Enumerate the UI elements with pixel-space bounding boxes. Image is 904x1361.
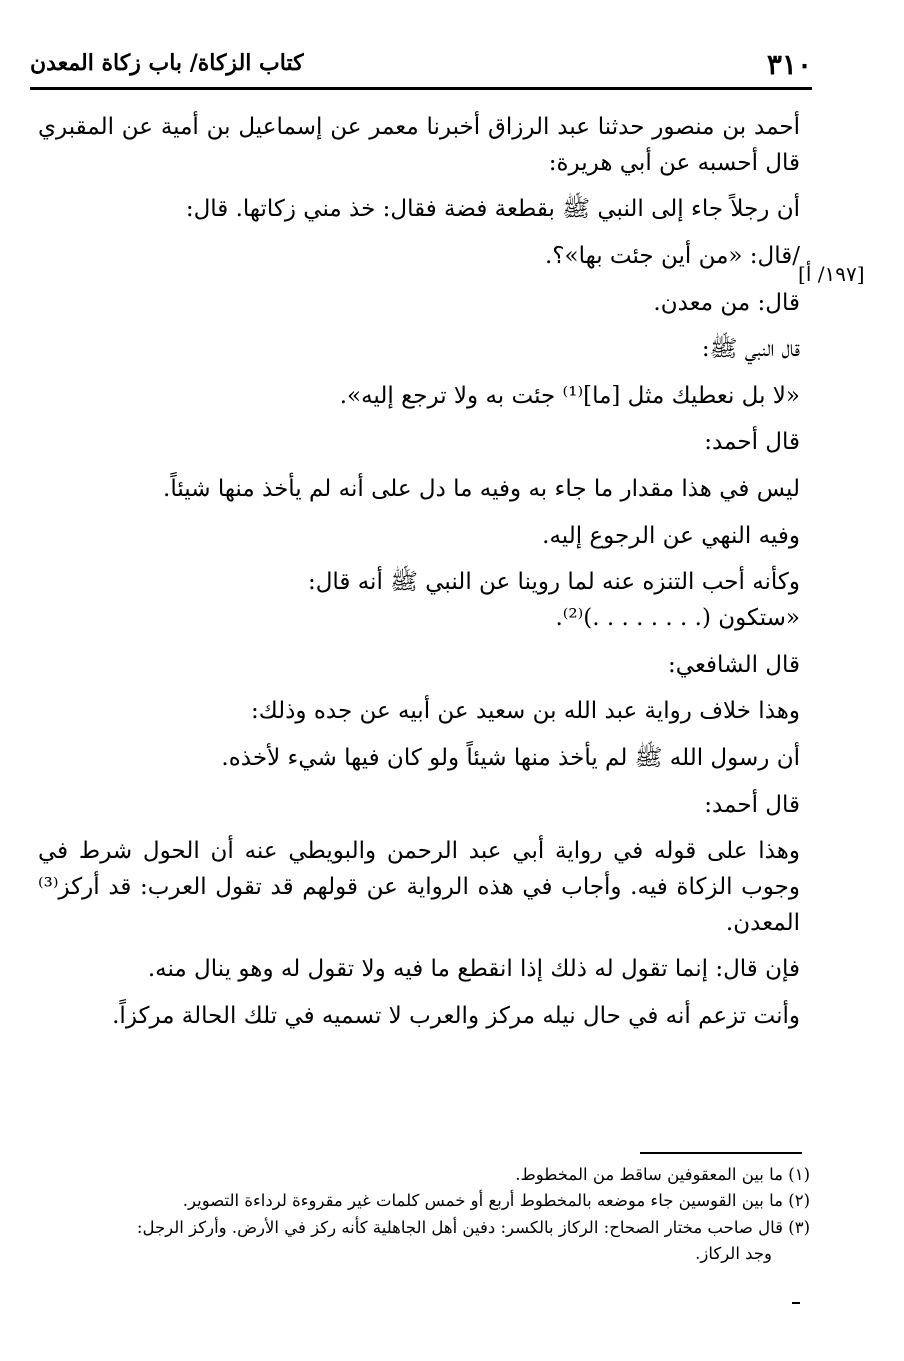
footnote-2: (٢) ما بين القوسين جاء موضعه بالمخطوط أربع أو خمس كلمات غير مقروءة لرداءة التصوير. <box>182 1191 810 1211</box>
paragraph-hadith-start: أن رجلاً جاء إلى النبي ﷺ بقطعة فضة فقال: خذ مني زكاتها. قال: <box>185 196 800 223</box>
paragraph-riwaya: وهذا خلاف رواية عبد الله بن سعيد عن أبيه عن جده وذلك: <box>251 698 800 725</box>
paragraph-commentary-3: وكأنه أحب التنزه عنه لما روينا عن النبي ﷺ أنه قال: <box>307 569 800 596</box>
paragraph-reply: وأنت تزعم أنه في حال نيله مركز والعرب لا تسميه في تلك الحالة مركزاً. <box>112 1002 800 1029</box>
footnotes <box>30 1162 810 1268</box>
header-rule <box>30 87 812 90</box>
page-number: ٣١٠ <box>766 48 812 81</box>
footnote-3-continuation: وجد الركاز. <box>695 1244 772 1264</box>
paragraph-commentary-1: ليس في هذا مقدار ما جاء به وفيه ما دل على أنه لم يأخذ منها شيئاً. <box>163 476 800 503</box>
paragraph-question: /قال: «من أين جئت بها»؟. <box>545 242 800 269</box>
footnote-1: (١) ما بين المعقوفين ساقط من المخطوط. <box>515 1165 810 1184</box>
paragraph-hawl: وهذا على قوله في رواية أبي عبد الرحمن والبويطي عنه أن الحول شرط في وجوب الزكاة فيه. وأجاب في هذه الرواية عن قولهم قد تقول العرب: قد أركز⁽³⁾ المعدن. <box>38 838 800 936</box>
paragraph-prophet-reply: «لا بل نعطيك مثل [ما]⁽¹⁾ جئت به ولا ترجع إليه». <box>339 382 800 409</box>
footnote-separator <box>640 1152 802 1154</box>
page-header <box>30 40 812 90</box>
paragraph-ahmad-said-1: قال أحمد: <box>704 429 800 456</box>
running-title: كتاب الزكاة/ باب زكاة المعدن <box>30 50 304 76</box>
paragraph-prophet-said: قال النبي ﷺ: <box>701 336 800 363</box>
paragraph-quote-gap: «ستكون (. . . . . . . .)⁽²⁾. <box>555 605 800 632</box>
scan-mark <box>792 1302 800 1304</box>
paragraph-ahmad-said-2: قال أحمد: <box>704 791 800 818</box>
paragraph-riwaya-text: أن رسول الله ﷺ لم يأخذ منها شيئاً ولو كان فيها شيء لأخذه. <box>221 744 800 771</box>
footnote-3: (٣) قال صاحب مختار الصحاح: الركاز بالكسر: دفين أهل الجاهلية كأنه ركز في الأرض. وأركز الرجل: <box>136 1217 810 1237</box>
manuscript-folio-note: [١٩٧/ أ] <box>798 262 865 286</box>
paragraph-isnad: أحمد بن منصور حدثنا عبد الرزاق أخبرنا معمر عن إسماعيل بن أمية عن المقبري قال أحسبه عن أبي هريرة: <box>38 114 800 176</box>
paragraph-answer: قال: من معدن. <box>653 289 800 316</box>
main-text <box>38 110 800 1045</box>
paragraph-commentary-2: وفيه النهي عن الرجوع إليه. <box>542 522 800 549</box>
paragraph-shafii-said: قال الشافعي: <box>668 651 800 678</box>
paragraph-objection: فإن قال: إنما تقول له ذلك إذا انقطع ما فيه ولا تقول له وهو ينال منه. <box>147 956 800 983</box>
